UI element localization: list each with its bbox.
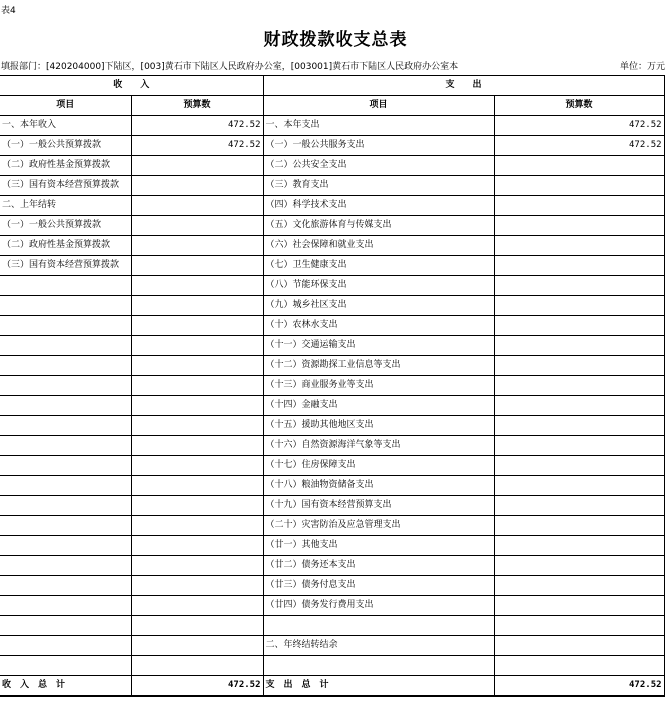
expense-budget-header: 预算数	[494, 96, 664, 116]
expense-item-cell: （廿四）债务发行费用支出	[263, 596, 494, 616]
table-row	[0, 296, 664, 316]
expense-item-cell: 一、本年支出	[263, 116, 494, 136]
expense-budget-cell	[494, 316, 664, 336]
income-item-cell	[0, 496, 131, 516]
income-budget-cell	[131, 276, 263, 296]
table-row	[0, 556, 664, 576]
income-item-cell: （三）国有资本经营预算拨款	[0, 256, 131, 276]
income-item-cell	[0, 316, 131, 336]
expense-item-cell: （七）卫生健康支出	[263, 256, 494, 276]
income-item-cell: （一）一般公共预算拨款	[0, 216, 131, 236]
income-budget-cell	[131, 256, 263, 276]
table-row	[0, 516, 664, 536]
income-budget-cell	[131, 576, 263, 596]
income-budget-cell: 472.52	[131, 116, 263, 136]
expense-budget-cell	[494, 516, 664, 536]
expense-item-cell: （廿一）其他支出	[263, 536, 494, 556]
income-budget-cell	[131, 336, 263, 356]
budget-table	[0, 75, 665, 697]
income-item-cell	[0, 596, 131, 616]
table-row	[0, 456, 664, 476]
income-item-cell	[0, 476, 131, 496]
table-row	[0, 116, 664, 136]
income-item-cell	[0, 376, 131, 396]
expense-budget-cell	[494, 496, 664, 516]
section-header-row	[0, 76, 664, 96]
table-row	[0, 136, 664, 156]
expense-budget-cell	[494, 336, 664, 356]
income-item-cell	[0, 396, 131, 416]
table-row	[0, 616, 664, 636]
table-row	[0, 436, 664, 456]
income-budget-cell	[131, 536, 263, 556]
income-item-cell	[0, 456, 131, 476]
table-row	[0, 356, 664, 376]
table-row	[0, 316, 664, 336]
expense-section-header: 支 出	[263, 76, 664, 96]
expense-budget-cell	[494, 296, 664, 316]
income-budget-cell	[131, 616, 263, 636]
table-row	[0, 496, 664, 516]
expense-item-cell: （十八）粮油物资储备支出	[263, 476, 494, 496]
table-row	[0, 596, 664, 616]
income-budget-cell	[131, 636, 263, 656]
expense-budget-cell	[494, 476, 664, 496]
table-row	[0, 276, 664, 296]
reporting-unit: 填报部门：[420204000]下陆区，[003]黄石市下陆区人民政府办公室，[003001]黄石市下陆区人民政府办公室本	[1, 62, 459, 72]
expense-budget-cell	[494, 396, 664, 416]
income-budget-cell	[131, 416, 263, 436]
expense-total-value: 472.52	[494, 676, 664, 697]
expense-item-cell	[263, 616, 494, 636]
income-section-header: 收 入	[0, 76, 263, 96]
expense-budget-cell: 472.52	[494, 116, 664, 136]
expense-item-cell: （十三）商业服务业等支出	[263, 376, 494, 396]
expense-item-cell: （二十）灾害防治及应急管理支出	[263, 516, 494, 536]
expense-budget-cell	[494, 276, 664, 296]
expense-budget-cell	[494, 376, 664, 396]
table-row	[0, 576, 664, 596]
expense-budget-cell	[494, 556, 664, 576]
income-item-cell: （三）国有资本经营预算拨款	[0, 176, 131, 196]
column-header-row	[0, 96, 664, 116]
expense-budget-cell	[494, 436, 664, 456]
table-row	[0, 656, 664, 676]
expense-item-cell: （二）公共安全支出	[263, 156, 494, 176]
table-row	[0, 196, 664, 216]
table-row	[0, 156, 664, 176]
income-budget-cell	[131, 596, 263, 616]
expense-item-cell	[263, 656, 494, 676]
income-budget-cell	[131, 236, 263, 256]
expense-item-cell: （四）科学技术支出	[263, 196, 494, 216]
income-item-cell	[0, 356, 131, 376]
table-row	[0, 396, 664, 416]
income-budget-cell	[131, 556, 263, 576]
income-total-label: 收 入 总 计	[0, 676, 131, 697]
expense-item-cell: （九）城乡社区支出	[263, 296, 494, 316]
income-budget-cell	[131, 356, 263, 376]
income-budget-cell	[131, 176, 263, 196]
income-item-cell	[0, 616, 131, 636]
income-item-cell	[0, 276, 131, 296]
expense-item-cell: （十四）金融支出	[263, 396, 494, 416]
expense-item-cell: （十五）援助其他地区支出	[263, 416, 494, 436]
income-item-cell	[0, 556, 131, 576]
total-row	[0, 676, 664, 697]
table-row	[0, 216, 664, 236]
income-item-cell	[0, 636, 131, 656]
expense-item-cell: （十九）国有资本经营预算支出	[263, 496, 494, 516]
expense-item-header: 项目	[263, 96, 494, 116]
expense-item-cell: （十六）自然资源海洋气象等支出	[263, 436, 494, 456]
expense-item-cell: （一）一般公共服务支出	[263, 136, 494, 156]
expense-item-cell: （十一）交通运输支出	[263, 336, 494, 356]
table-row	[0, 416, 664, 436]
income-budget-cell	[131, 376, 263, 396]
table-row	[0, 536, 664, 556]
expense-budget-cell	[494, 216, 664, 236]
expense-budget-cell	[494, 656, 664, 676]
income-item-cell: （二）政府性基金预算拨款	[0, 156, 131, 176]
expense-budget-cell	[494, 416, 664, 436]
currency-unit: 单位：万元	[619, 62, 665, 72]
income-budget-cell	[131, 156, 263, 176]
table-row	[0, 336, 664, 356]
income-budget-cell	[131, 396, 263, 416]
income-budget-cell	[131, 516, 263, 536]
income-budget-cell	[131, 316, 263, 336]
expense-item-cell: （廿三）债务付息支出	[263, 576, 494, 596]
income-budget-cell	[131, 456, 263, 476]
income-total-value: 472.52	[131, 676, 263, 697]
income-budget-cell	[131, 476, 263, 496]
expense-budget-cell	[494, 196, 664, 216]
income-item-cell	[0, 436, 131, 456]
income-item-cell	[0, 516, 131, 536]
expense-budget-cell	[494, 576, 664, 596]
expense-budget-cell	[494, 636, 664, 656]
expense-budget-cell	[494, 156, 664, 176]
expense-budget-cell	[494, 256, 664, 276]
income-budget-cell	[131, 216, 263, 236]
expense-total-label: 支 出 总 计	[263, 676, 494, 697]
expense-budget-cell	[494, 616, 664, 636]
income-item-header: 项目	[0, 96, 131, 116]
table-row	[0, 256, 664, 276]
table-tag: 表4	[1, 6, 16, 16]
income-item-cell: （一）一般公共预算拨款	[0, 136, 131, 156]
income-budget-cell	[131, 296, 263, 316]
table-row	[0, 636, 664, 656]
income-item-cell: 二、上年结转	[0, 196, 131, 216]
income-budget-header: 预算数	[131, 96, 263, 116]
expense-item-cell: （十七）住房保障支出	[263, 456, 494, 476]
income-item-cell: 一、本年收入	[0, 116, 131, 136]
income-item-cell	[0, 416, 131, 436]
income-item-cell	[0, 576, 131, 596]
expense-item-cell: （廿二）债务还本支出	[263, 556, 494, 576]
income-item-cell	[0, 296, 131, 316]
table-row	[0, 476, 664, 496]
expense-item-cell: 二、年终结转结余	[263, 636, 494, 656]
expense-item-cell: （八）节能环保支出	[263, 276, 494, 296]
income-budget-cell	[131, 196, 263, 216]
expense-item-cell: （十）农林水支出	[263, 316, 494, 336]
expense-budget-cell: 472.52	[494, 136, 664, 156]
income-budget-cell	[131, 656, 263, 676]
income-item-cell	[0, 336, 131, 356]
expense-item-cell: （六）社会保障和就业支出	[263, 236, 494, 256]
expense-budget-cell	[494, 596, 664, 616]
expense-budget-cell	[494, 456, 664, 476]
table-row	[0, 176, 664, 196]
page-title: 财政拨款收支总表	[263, 30, 408, 50]
income-budget-cell: 472.52	[131, 136, 263, 156]
expense-item-cell: （十二）资源勘探工业信息等支出	[263, 356, 494, 376]
income-budget-cell	[131, 496, 263, 516]
income-budget-cell	[131, 436, 263, 456]
expense-budget-cell	[494, 356, 664, 376]
income-item-cell	[0, 536, 131, 556]
expense-budget-cell	[494, 536, 664, 556]
expense-item-cell: （五）文化旅游体育与传媒支出	[263, 216, 494, 236]
expense-budget-cell	[494, 236, 664, 256]
table-row	[0, 236, 664, 256]
income-item-cell: （二）政府性基金预算拨款	[0, 236, 131, 256]
expense-item-cell: （三）教育支出	[263, 176, 494, 196]
expense-budget-cell	[494, 176, 664, 196]
table-row	[0, 376, 664, 396]
income-item-cell	[0, 656, 131, 676]
